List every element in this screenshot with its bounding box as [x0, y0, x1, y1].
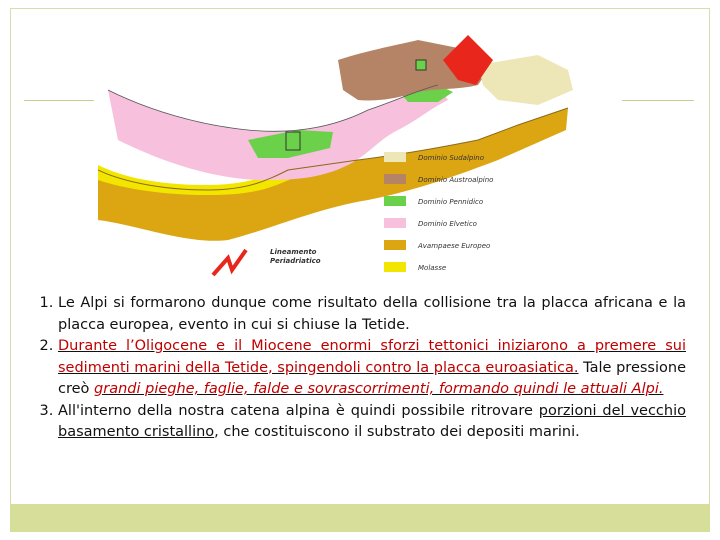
legend-swatch-avampaese	[384, 240, 406, 250]
legend-label-avampaese: Avampaese Europeo	[418, 242, 491, 250]
lineament-label-2: Periadriatico	[270, 257, 321, 265]
highlight-porzioni-basamento: porzioni del vecchio basamento cristallino	[58, 402, 686, 440]
legend-swatch-elvetico	[384, 218, 406, 228]
list-item-2: 2. Durante l’Oligocene e il Miocene enormi sforzi tettonici iniziarono a premere sui sedimenti marini della Tetide, spingendoli contro la placca euroasiatica. Tale pressione creò grandi pieghe, faglie, falde e sovrascorrimenti, formando quindi le attuali Alpi.	[58, 336, 686, 401]
list-item-3: 3. All'interno della nostra catena alpina è quindi possibile ritrovare porzioni del vecchio basamento cristallino, che costituiscono il substrato dei depositi marini.	[58, 401, 686, 444]
legend-label-elvetico: Dominio Elvetico	[418, 220, 477, 228]
legend-label-pennidico: Dominio Pennidico	[418, 198, 484, 206]
list-item-1: 1. Le Alpi si formarono dunque come risultato della collisione tra la placca africana e la placca europea, evento in cui si chiuse la Tetide.	[58, 293, 686, 336]
geology-diagram	[98, 30, 620, 298]
lineament-symbol-icon	[213, 250, 246, 275]
footer-band	[10, 504, 710, 532]
sudalpino-area	[478, 55, 573, 105]
legend-label-molasse: Molasse	[418, 264, 447, 272]
lineament-label-1: Lineamento	[270, 248, 317, 256]
alps-cross-section-svg	[98, 30, 620, 298]
highlight-durante-oligocene: Durante l’Oligocene e il Miocene enormi sforzi tettonici iniziarono a premere sui sedimenti marini della Tetide, spingendoli contro la placca euroasiatica.	[58, 338, 686, 376]
pennidico-block-2	[416, 60, 426, 70]
legend-swatch-sudalpino	[384, 152, 406, 162]
decorative-rule-left	[24, 100, 94, 101]
legend-swatch-pennidico	[384, 196, 406, 206]
bullet-list	[26, 293, 686, 444]
legend-label-sudalpino: Dominio Sudalpino	[418, 154, 484, 162]
legend-swatch-molasse	[384, 262, 406, 272]
highlight-grandi-pieghe: grandi pieghe, faglie, falde e sovrascorrimenti, formando quindi le attuali Alpi.	[94, 381, 664, 397]
pennidico-block-1	[286, 132, 300, 150]
decorative-rule-right	[622, 100, 694, 101]
legend-swatch-austroalpino	[384, 174, 406, 184]
legend-label-austroalpino: Dominio Austroalpino	[418, 176, 494, 184]
